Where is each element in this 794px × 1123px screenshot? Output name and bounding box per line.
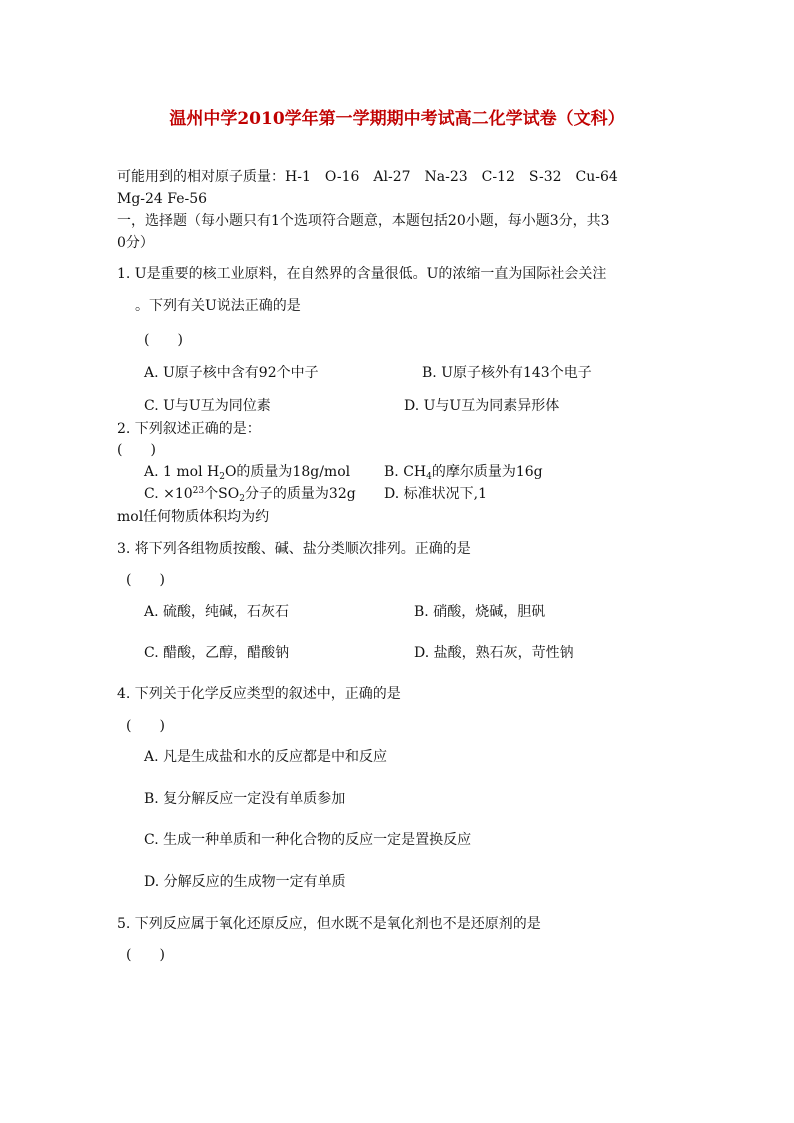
question-2-option-b: B. $CH_4$的摩尔质量为16g	[384, 464, 543, 482]
question-1-option-c: C. U与U互为同位素	[144, 398, 271, 414]
section-heading-line2: 0分）	[117, 235, 154, 251]
question-2-option-d-cont: mol任何物质体积均为约	[117, 509, 270, 525]
question-4-answer-paren: ( )	[126, 718, 165, 734]
page-title: 温州中学2010学年第一学期期中考试高二化学试卷（文科）	[169, 109, 625, 129]
question-3-option-b: B. 硝酸，烧碱，胆矾	[414, 604, 546, 620]
question-2-option-a: A. 1 mol $H_2O$的质量为18g/mol	[144, 464, 351, 482]
question-4-stem: 4. 下列关于化学反应类型的叙述中，正确的是	[117, 686, 401, 702]
question-4-option-d: D. 分解反应的生成物一定有单质	[144, 874, 346, 890]
question-1-option-b: B. U原子核外有143个电子	[422, 365, 592, 381]
question-3-option-a: A. 硫酸，纯碱，石灰石	[144, 604, 290, 620]
question-3-answer-paren: ( )	[126, 572, 165, 588]
question-3-option-c: C. 醋酸，乙醇，醋酸钠	[144, 645, 290, 661]
question-3-option-d: D. 盐酸，熟石灰，苛性钠	[414, 645, 574, 661]
question-1-answer-paren: ( )	[144, 332, 183, 348]
question-5-stem: 5. 下列反应属于氧化还原反应，但水既不是氧化剂也不是还原剂的是	[117, 916, 541, 932]
question-1-stem-cont: 。下列有关U说法正确的是	[135, 298, 301, 314]
section-heading-line1: 一，选择题（每小题只有1个选项符合题意，本题包括20小题，每小题3分，共3	[117, 213, 610, 229]
question-4-option-c: C. 生成一种单质和一种化合物的反应一定是置换反应	[144, 832, 472, 848]
question-5-answer-paren: ( )	[126, 947, 165, 963]
question-1-stem: 1. U是重要的核工业原料，在自然界的含量很低。U的浓缩一直为国际社会关注	[117, 266, 607, 282]
question-4-option-b: B. 复分解反应一定没有单质参加	[144, 791, 346, 807]
question-2-answer-paren: ( )	[117, 442, 156, 458]
question-3-stem: 3. 将下列各组物质按酸、碱、盐分类顺次排列。正确的是	[117, 541, 471, 557]
question-1-option-d: D. U与U互为同素异形体	[404, 398, 560, 414]
question-1-option-a: A. U原子核中含有92个中子	[144, 365, 319, 381]
atomic-masses-line1: 可能用到的相对原子质量：H-1 O-16 Al-27 Na-23 C-12 S-32 Cu-64	[117, 169, 618, 185]
question-2-option-c: C. $\times 10^{23}$个$SO_2$分子的质量为32g	[144, 486, 356, 504]
question-4-option-a: A. 凡是生成盐和水的反应都是中和反应	[144, 749, 388, 765]
question-2-stem: 2. 下列叙述正确的是：	[117, 421, 261, 437]
atomic-masses-line2: Mg-24 Fe-56	[117, 191, 208, 207]
question-2-option-d: D. 标准状况下,1	[384, 486, 487, 502]
